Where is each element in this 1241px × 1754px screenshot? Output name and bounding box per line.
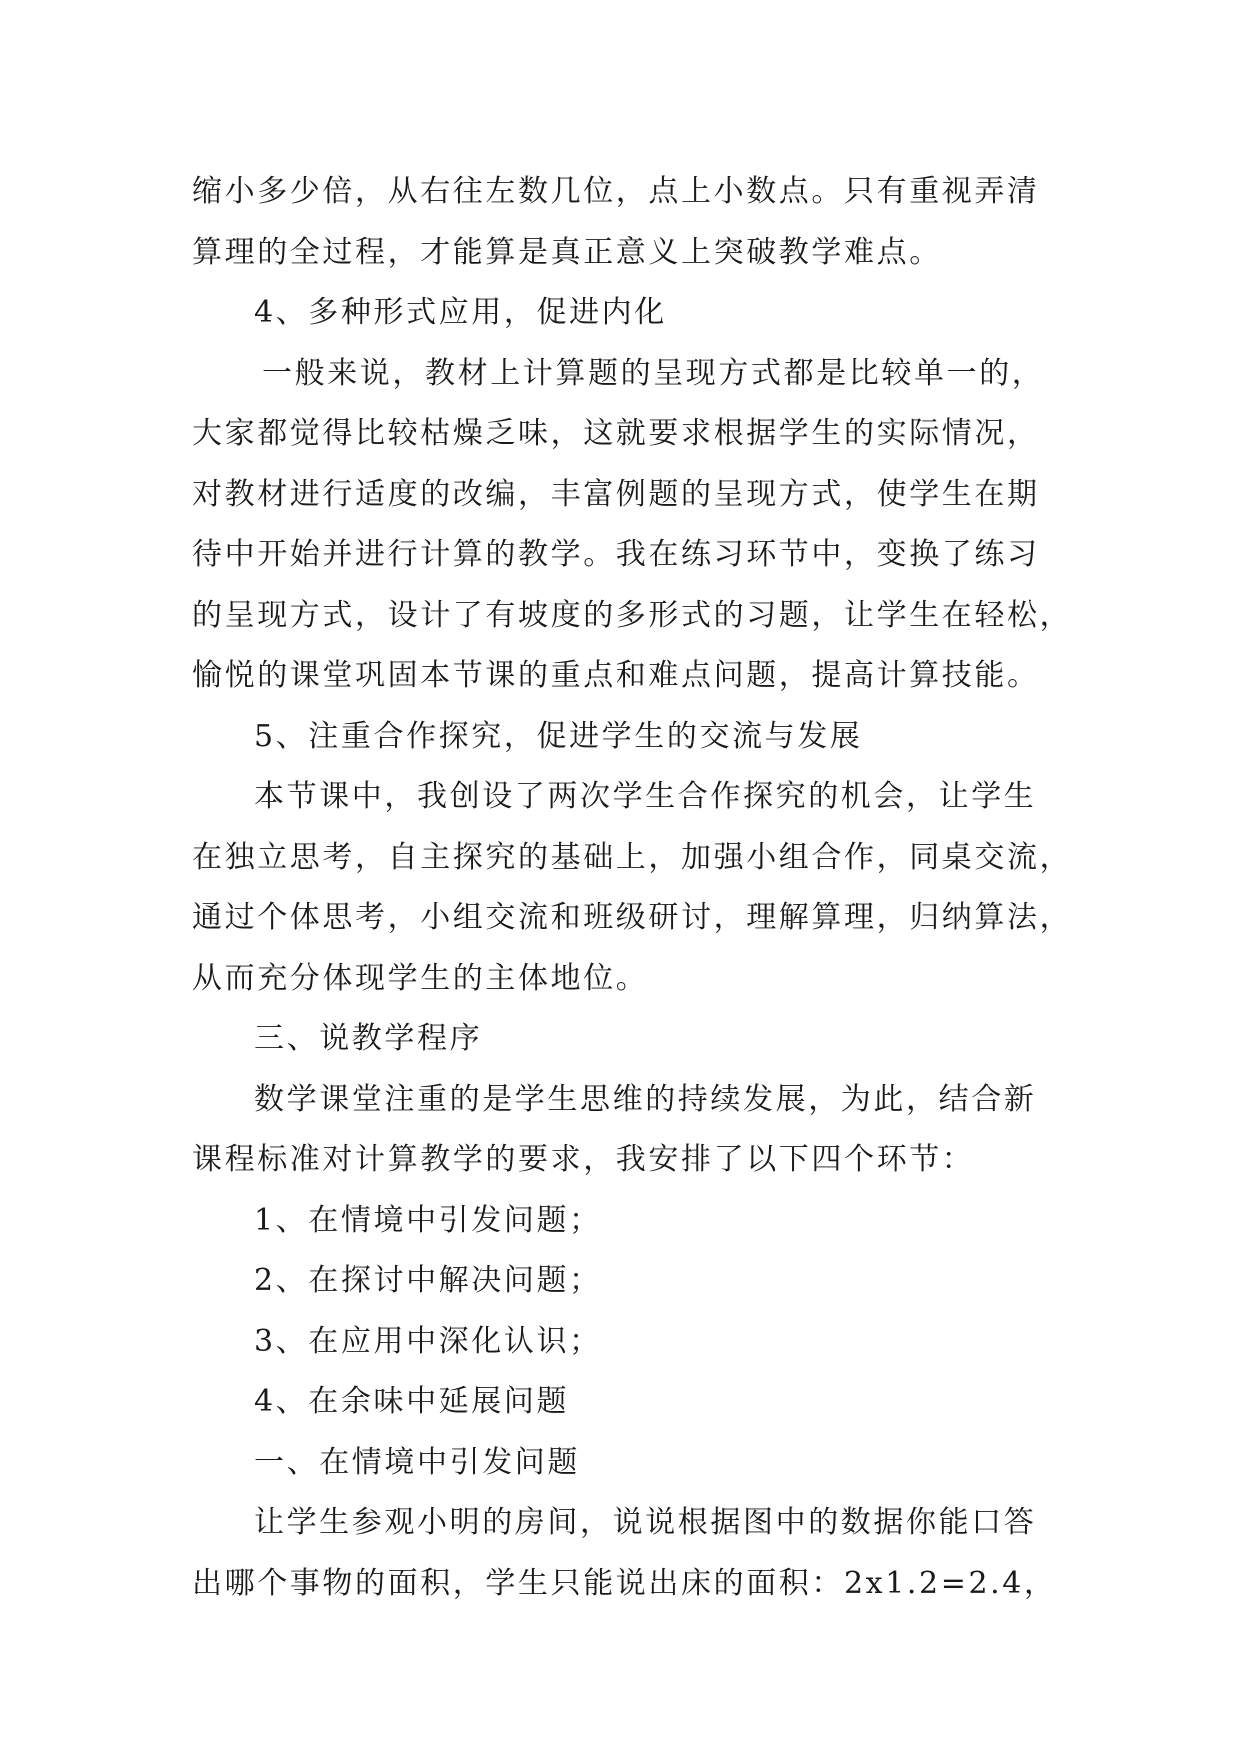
text-line: 待中开始并进行计算的教学。我在练习环节中，变换了练习 — [192, 537, 1040, 572]
section-heading: 5、注重合作探究，促进学生的交流与发展 — [254, 718, 863, 754]
text-line: 对教材进行适度的改编，丰富例题的呈现方式，使学生在期 — [192, 476, 1040, 512]
list-item: 4、在余味中延展问题 — [254, 1384, 570, 1419]
text-line: 大家都觉得比较枯燥乏味，这就要求根据学生的实际情况， — [192, 416, 1040, 451]
text-line: 在独立思考，自主探究的基础上，加强小组合作，同桌交流， — [192, 839, 1073, 875]
text-line: 从而充分体现学生的主体地位。 — [192, 960, 649, 996]
text-line: 课程标准对计算教学的要求，我安排了以下四个环节： — [192, 1142, 975, 1177]
text-line: 出哪个事物的面积，学生只能说出床的面积：2x1.2=2.4， — [192, 1565, 1057, 1601]
document-body — [192, 162, 1072, 1614]
list-item: 3、在应用中深化认识； — [254, 1323, 602, 1359]
text-line: 算理的全过程，才能算是真正意义上突破教学难点。 — [192, 234, 942, 270]
text-line: 通过个体思考，小组交流和班级研讨，理解算理，归纳算法， — [192, 900, 1073, 935]
text-line: 的呈现方式，设计了有坡度的多形式的习题，让学生在轻松， — [192, 597, 1073, 633]
text-line: 数学课堂注重的是学生思维的持续发展，为此，结合新 — [254, 1081, 1037, 1117]
text-line: 让学生参观小明的房间，说说根据图中的数据你能口答 — [254, 1505, 1037, 1540]
list-item: 1、在情境中引发问题； — [254, 1202, 602, 1238]
section-heading: 一、在情境中引发问题 — [254, 1444, 580, 1480]
section-heading: 4、多种形式应用，促进内化 — [254, 295, 667, 330]
section-heading: 三、说教学程序 — [254, 1021, 483, 1056]
text-line: 缩小多少倍，从右往左数几位，点上小数点。只有重视弄清 — [192, 174, 1040, 209]
text-line: 一般来说，教材上计算题的呈现方式都是比较单一的， — [262, 355, 1045, 391]
text-line: 愉悦的课堂巩固本节课的重点和难点问题，提高计算技能。 — [192, 658, 1040, 693]
text-line: 本节课中，我创设了两次学生合作探究的机会，让学生 — [254, 779, 1037, 814]
list-item: 2、在探讨中解决问题； — [254, 1263, 602, 1298]
